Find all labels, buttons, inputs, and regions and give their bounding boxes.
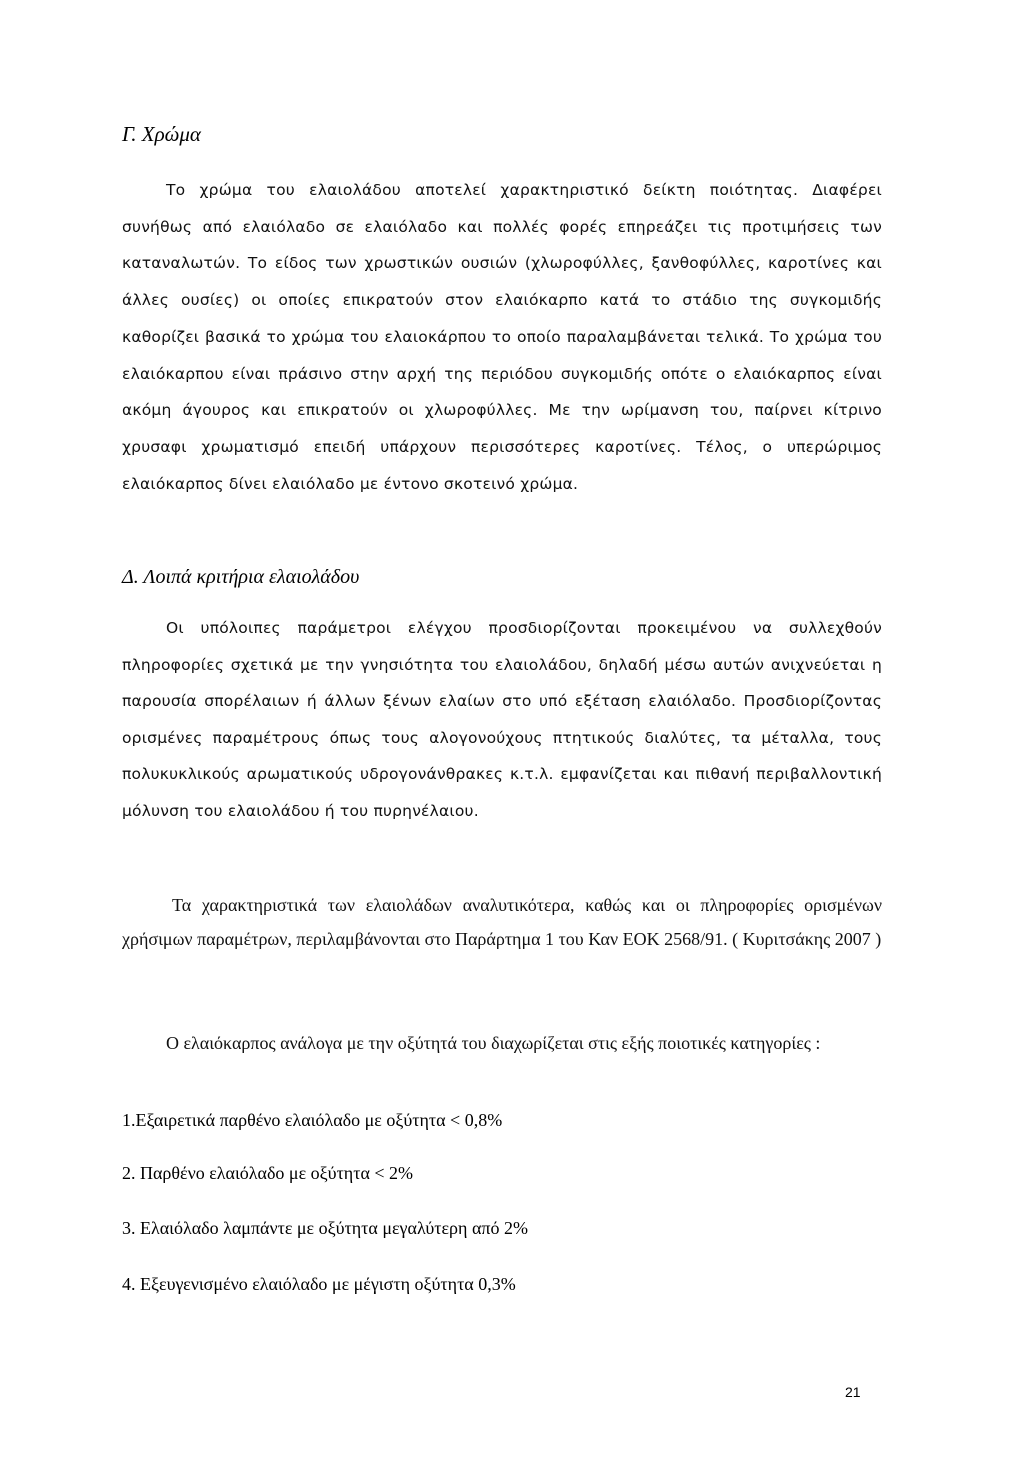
other-criteria-paragraph xyxy=(122,610,882,830)
section-heading-other-criteria: Δ. Λοιπά κριτήρια ελαιολάδου xyxy=(122,566,360,588)
categories-intro-text: Ο ελαιόκαρπος ανάλογα με την οξύτητά του διαχωρίζεται στις εξής ποιοτικές κατηγορίες : xyxy=(166,1033,821,1053)
color-paragraph xyxy=(122,172,882,502)
page-number: 21 xyxy=(845,1384,861,1400)
color-paragraph-text: Το χρώμα του ελαιολάδου αποτελεί χαρακτηριστικό δείκτη ποιότητας. Διαφέρει συνήθως από ελαιόλαδο σε ελαιόλαδο και πολλές φορές επηρεάζει τις προτιμήσεις των καταναλωτών. Το είδος των χρωστικών ουσιών (χλωροφύλλες, ξανθοφύλλες, καροτίνες και άλλες ουσίες) οι οποίες επικρατούν στον ελαιόκαρπο κατά το στάδιο της συγκομιδής καθορίζει βασικά το χρώμα του ελαιοκάρπου το οποίο παραλαμβάνεται τελικά. Το χρώμα του ελαιόκαρπου είναι πράσινο στην αρχή της περιόδου συγκομιδής οπότε ο ελαιόκαρπος είναι ακόμη άγουρος και επικρατούν οι χλωροφύλλες. Με την ωρίμανση του, παίρνει κίτρινο χρυσαφι χρωματισμό επειδή υπάρχουν περισσότερες καροτίνες. Τέλος, ο υπερώριμος ελαιόκαρπος δίνει ελαιόλαδο με έντονο σκοτεινό χρώμα. xyxy=(122,181,882,493)
list-item: 2. Παρθένο ελαιόλαδο με οξύτητα < 2% xyxy=(122,1163,414,1183)
characteristics-paragraph xyxy=(122,888,882,956)
list-item: 1.Εξαιρετικά παρθένο ελαιόλαδο με οξύτητα < 0,8% xyxy=(122,1110,503,1130)
section-heading-color: Γ. Χρώμα xyxy=(122,122,201,146)
list-item: 4. Εξευγενισμένο ελαιόλαδο με μέγιστη οξύτητα 0,3% xyxy=(122,1274,516,1294)
list-item: 3. Ελαιόλαδο λαμπάντε με οξύτητα μεγαλύτερη από 2% xyxy=(122,1218,528,1238)
categories-intro xyxy=(122,1026,882,1060)
characteristics-paragraph-text: Τα χαρακτηριστικά των ελαιολάδων αναλυτικότερα, καθώς και οι πληροφορίες ορισμένων χρήσιμων παραμέτρων, περιλαμβάνονται στο Παράρτημα 1 του Καν ΕΟΚ 2568/91. ( Κυριτσάκης 2007 ) xyxy=(122,895,882,949)
other-criteria-paragraph-text: Οι υπόλοιπες παράμετροι ελέγχου προσδιορίζονται προκειμένου να συλλεχθούν πληροφορίες σχετικά με την γνησιότητα του ελαιολάδου, δηλαδή μέσω αυτών ανιχνεύεται η παρουσία σπορέλαιων ή άλλων ξένων ελαίων στο υπό εξέταση ελαιόλαδο. Προσδιορίζοντας ορισμένες παραμέτρους όπως τους αλογονούχους πτητικούς διαλύτες, τα μέταλλα, τους πολυκυκλικούς αρωματικούς υδρογονάνθρακες κ.τ.λ. εμφανίζεται και πιθανή περιβαλλοντική μόλυνση του ελαιολάδου ή του πυρηνέλαιου. xyxy=(122,619,882,820)
